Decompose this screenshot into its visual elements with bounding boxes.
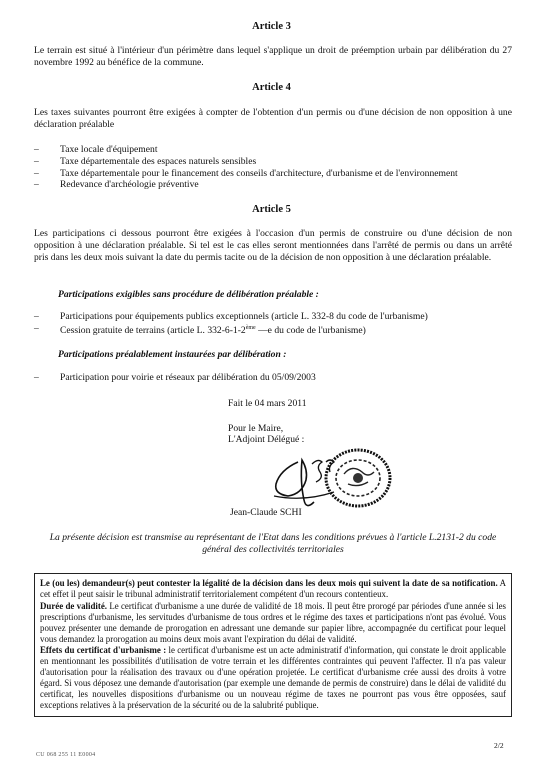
signature-role-line-1: Pour le Maire, — [228, 423, 284, 434]
dash-bullet: – — [34, 155, 39, 167]
list-item: – Redevance d'archéologie préventive — [34, 179, 199, 191]
notice-validity: Durée de validité. Le certificat d'urbanisme a une durée de validité de 18 mois. Il peut être prorogé par périodes d'une année si les prescriptions d'urbanisme, les servitudes d'urbanisme de tous ordres et le régime des taxes et participations n'ont pas évolué. Vous pouvez présenter une demande de prorogation en adressant une demande sur papier libre, accompagnée du certificat pour lequel vous demandez la prorogation au moins deux mois avant l'expiration du délai de validité. — [40, 600, 507, 644]
article-4-text: Les taxes suivantes pourront être exigées à compter de l'obtention d'un permis ou d'une décision de non opposition à une déclaration préalable — [34, 107, 512, 131]
page-number: 2/2 — [494, 741, 504, 750]
article-5-list-1 — [34, 311, 514, 337]
signature-role-line-2: L'Adjoint Délégué : — [228, 434, 305, 445]
notice-appeal: Le (ou les) demandeur(s) peut contester la légalité de la décision dans les deux mois qui suivent la date de sa notification. A cet effet il peut saisir le tribunal administratif territorialement compétent d'un recours contentieux. — [40, 578, 506, 599]
article-3-text: Le terrain est situé à l'intérieur d'un périmètre dans lequel s'applique un droit de préemption urbain par délibération du 27 novembre 1992 au bénéfice de la commune. — [34, 45, 512, 69]
transmission-note: La présente décision est transmise au représentant de l'Etat dans les conditions prévues à l'article L.2131-2 du code général des collectivités territoriales — [49, 532, 497, 556]
handwritten-signature-icon — [268, 444, 398, 514]
article-3-title: Article 3 — [252, 21, 291, 32]
article-5-title: Article 5 — [252, 204, 291, 215]
notice-effects: Effets du certificat d'urbanisme : le certificat d'urbanisme est un acte administratif d'information, qui constate le droit applicable en mentionnant les possibilités d'utilisation de votre terrain et les différentes contraintes qui peuvent l'affecter. Il n'a pas valeur d'autorisation pour la réalisation des travaux ou d'une opération projetée. Le certificat d'urbanisme crée aussi des droits à votre égard. Si vous déposez une demande d'autorisation (par exemple une demande de permis de construire) dans le délai de validité du certificat, les nouvelles dispositions d'urbanisme ou un nouveau régime de taxes ne pourront pas vous être opposées, sauf exceptions relatives à la préservation de la sécurité ou de la salubrité publique. — [40, 645, 507, 710]
article-4-title: Article 4 — [252, 82, 291, 93]
dash-bullet: – — [34, 167, 39, 179]
dash-bullet: – — [34, 372, 39, 383]
dash-bullet: – — [34, 144, 39, 155]
article-5-text: Les participations ci dessous pourront être exigées à l'occasion d'un permis de construire ou d'une décision de non opposition à une déclaration préalable. Si tel est le cas elles seront mentionnées dans l'arrêté de permis ou dans un arrêté pris dans les deux mois suivant la date du permis tacite ou de la décision de non opposition à une déclaration préalable. — [34, 228, 512, 264]
signature-date: Fait le 04 mars 2011 — [228, 398, 307, 409]
signatory-name: Jean-Claude SCHI — [230, 507, 302, 518]
article-5-subheading-1: Participations exigibles sans procédure de délibération préalable : — [58, 289, 319, 300]
dash-bullet: – — [34, 179, 39, 191]
list-item: – Cession gratuite de terrains (article L. 332-6-1-2ème —e du code de l'urbanisme) — [34, 322, 366, 336]
list-item: – Taxe locale d'équipement — [34, 144, 158, 155]
list-item: – Participations pour équipements publics exceptionnels (article L. 332-8 du code de l'urbanisme) — [34, 311, 428, 322]
article-5-list-2 — [34, 372, 514, 384]
legal-notice-box — [34, 573, 512, 717]
article-4-taxes-list — [34, 144, 514, 191]
document-reference: CU 068 255 11 E0004 — [36, 752, 96, 758]
list-item: – Taxe départementale pour le financement des conseils d'architecture, d'urbanisme et de l'environnement — [34, 167, 458, 179]
article-5-subheading-2: Participations préalablement instaurées par délibération : — [58, 349, 287, 360]
list-item: – Participation pour voirie et réseaux par délibération du 05/09/2003 — [34, 372, 316, 383]
signature-stamp — [268, 444, 398, 514]
list-item: – Taxe départementale des espaces naturels sensibles — [34, 155, 257, 167]
dash-bullet: – — [34, 322, 39, 334]
dash-bullet: – — [34, 311, 39, 322]
